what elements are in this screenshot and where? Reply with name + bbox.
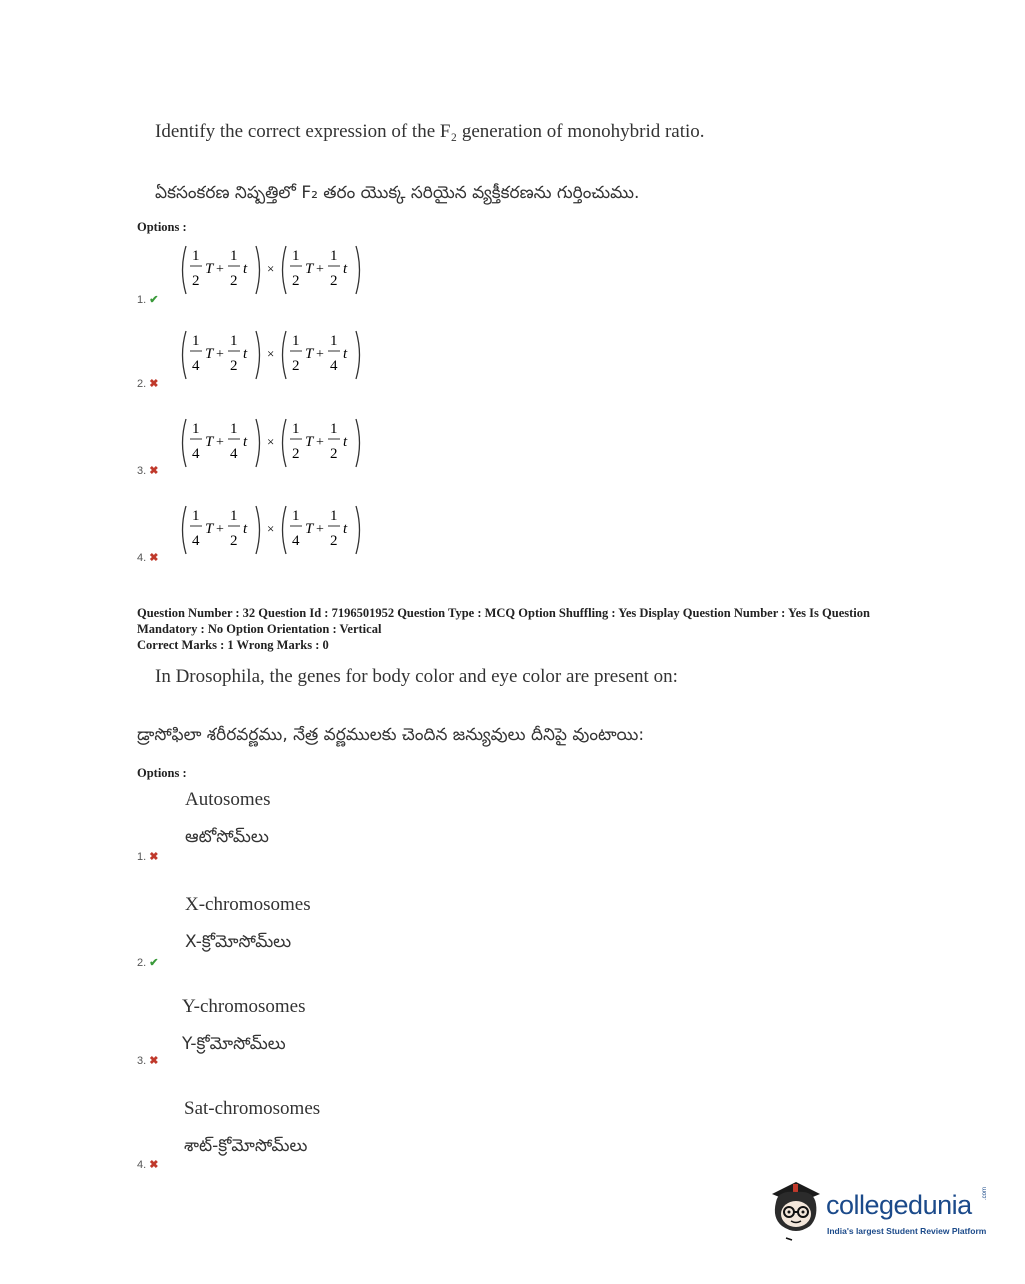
q1-text-te: ఏకసంకరణ నిష్పత్తిలో F₂ తరం యొక్క సరియైన వ్యక్తీకరణను గుర్తించుము. [155,183,640,203]
q2-option-2-marker: 2. ✔ [137,957,159,969]
svg-text:t: t [243,346,248,362]
svg-text:1: 1 [192,421,200,437]
q2-meta-line2: Correct Marks : 1 Wrong Marks : 0 [137,638,329,652]
logo-tagline: India's largest Student Review Platform [827,1226,987,1236]
mascot-icon [766,1178,824,1242]
svg-text:2: 2 [292,358,300,374]
q1-option-2-formula[interactable] [178,325,378,385]
q1-formula-1-svg [178,240,378,300]
svg-text:2: 2 [230,358,238,374]
q2-meta [137,605,897,653]
svg-text:4: 4 [192,533,200,549]
svg-text:1: 1 [230,333,238,349]
svg-text:t: t [243,261,248,277]
svg-text:2: 2 [330,533,338,549]
q2-option-1-en[interactable]: Autosomes [185,789,271,810]
svg-text:1: 1 [192,508,200,524]
q1-option-3-marker: 3. ✖ [137,465,159,477]
q2-option-2-en[interactable]: X-chromosomes [185,894,311,915]
svg-text:T: T [305,261,314,277]
cross-icon: ✖ [149,378,159,390]
cross-icon: ✖ [149,552,159,564]
svg-text:1: 1 [292,421,300,437]
svg-text:t: t [343,346,348,362]
svg-text:t: t [343,261,348,277]
svg-text:1: 1 [230,421,238,437]
q1-option-3-formula[interactable] [178,413,378,473]
q2-option-3-marker: 3. ✖ [137,1055,159,1067]
q2-option-2-te: X-క్రోమోసోమ్‌లు [185,932,292,952]
check-icon: ✔ [149,957,159,969]
frac-num: 1 [192,248,200,264]
svg-text:2: 2 [230,273,238,289]
q1-formula-2-svg [178,325,378,385]
svg-text:t: t [343,521,348,537]
svg-text:4: 4 [292,533,300,549]
svg-text:1: 1 [330,508,338,524]
cross-icon: ✖ [149,1159,159,1171]
cross-icon: ✖ [149,1055,159,1067]
svg-text:1: 1 [330,421,338,437]
svg-text:+: + [216,262,224,277]
svg-text:4: 4 [192,358,200,374]
q1-formula-4-svg [178,500,378,560]
svg-text:1: 1 [292,333,300,349]
svg-text:2: 2 [292,273,300,289]
svg-text:4: 4 [330,358,338,374]
svg-text:T: T [205,521,214,537]
q1-option-4-marker: 4. ✖ [137,552,159,564]
svg-text:4: 4 [230,446,238,462]
q2-option-1-te: ఆటోసోమ్‌లు [185,827,269,847]
svg-text:+: + [216,347,224,362]
check-icon: ✔ [149,294,159,306]
q2-option-4-te: శాట్-క్రోమోసోమ్‌లు [184,1136,308,1156]
svg-text:1: 1 [330,248,338,264]
svg-text:1: 1 [330,333,338,349]
q2-options-label: Options : [137,766,187,780]
q1-option-4-formula[interactable] [178,500,378,560]
svg-text:T: T [205,261,214,277]
logo-wordmark: collegedunia [826,1190,972,1220]
svg-text:+: + [216,522,224,537]
svg-text:1: 1 [292,248,300,264]
svg-text:+: + [316,262,324,277]
q2-option-4-marker: 4. ✖ [137,1159,159,1171]
svg-text:2: 2 [330,273,338,289]
svg-text:2: 2 [230,533,238,549]
svg-text:×: × [267,521,275,536]
svg-text:T: T [305,521,314,537]
q2-option-1-marker: 1. ✖ [137,851,159,863]
cross-icon: ✖ [149,851,159,863]
q2-option-3-te: Y-క్రోమోసోమ్‌లు [182,1034,286,1054]
frac-den: 2 [192,273,200,289]
svg-text:t: t [243,521,248,537]
svg-text:2: 2 [330,446,338,462]
svg-text:t: t [343,434,348,450]
q1-formula-3-svg [178,413,378,473]
svg-text:T: T [205,434,214,450]
svg-text:1: 1 [230,248,238,264]
svg-text:×: × [267,434,275,449]
logo-suffix: .com [982,1186,988,1200]
svg-text:T: T [305,434,314,450]
svg-text:+: + [316,347,324,362]
svg-text:+: + [216,435,224,450]
q1-option-2-marker: 2. ✖ [137,378,159,390]
svg-text:4: 4 [192,446,200,462]
svg-text:T: T [305,346,314,362]
q1-options-label: Options : [137,220,187,234]
q2-text-en: In Drosophila, the genes for body color and eye color are present on: [155,666,678,687]
svg-text:+: + [316,435,324,450]
cross-icon: ✖ [149,465,159,477]
q2-text-te: డ్రాసోఫిలా శరీరవర్ణము, నేత్ర వర్ణములకు చెందిన జన్యువులు దీనిపై వుంటాయి: [137,725,645,745]
svg-text:T: T [205,346,214,362]
svg-text:t: t [243,434,248,450]
svg-text:×: × [267,261,275,276]
svg-text:1: 1 [230,508,238,524]
q1-option-1-formula[interactable] [178,240,378,300]
svg-text:×: × [267,346,275,361]
q1-text-en: Identify the correct expression of the F₂ generation of monohybrid ratio. [155,121,705,142]
collegedunia-logo [766,1176,996,1248]
q2-option-3-en[interactable]: Y-chromosomes [182,996,306,1017]
q1-option-1-marker: 1. ✔ [137,294,159,306]
svg-text:1: 1 [192,333,200,349]
svg-text:1: 1 [292,508,300,524]
q2-meta-line1: Question Number : 32 Question Id : 7196501952 Question Type : MCQ Option Shuffling : Yes Display Question Number : Yes Is Question Mandatory : No Option Orientation : Vertical [137,606,870,636]
svg-text:+: + [316,522,324,537]
q2-option-4-en[interactable]: Sat-chromosomes [184,1098,321,1119]
svg-text:2: 2 [292,446,300,462]
